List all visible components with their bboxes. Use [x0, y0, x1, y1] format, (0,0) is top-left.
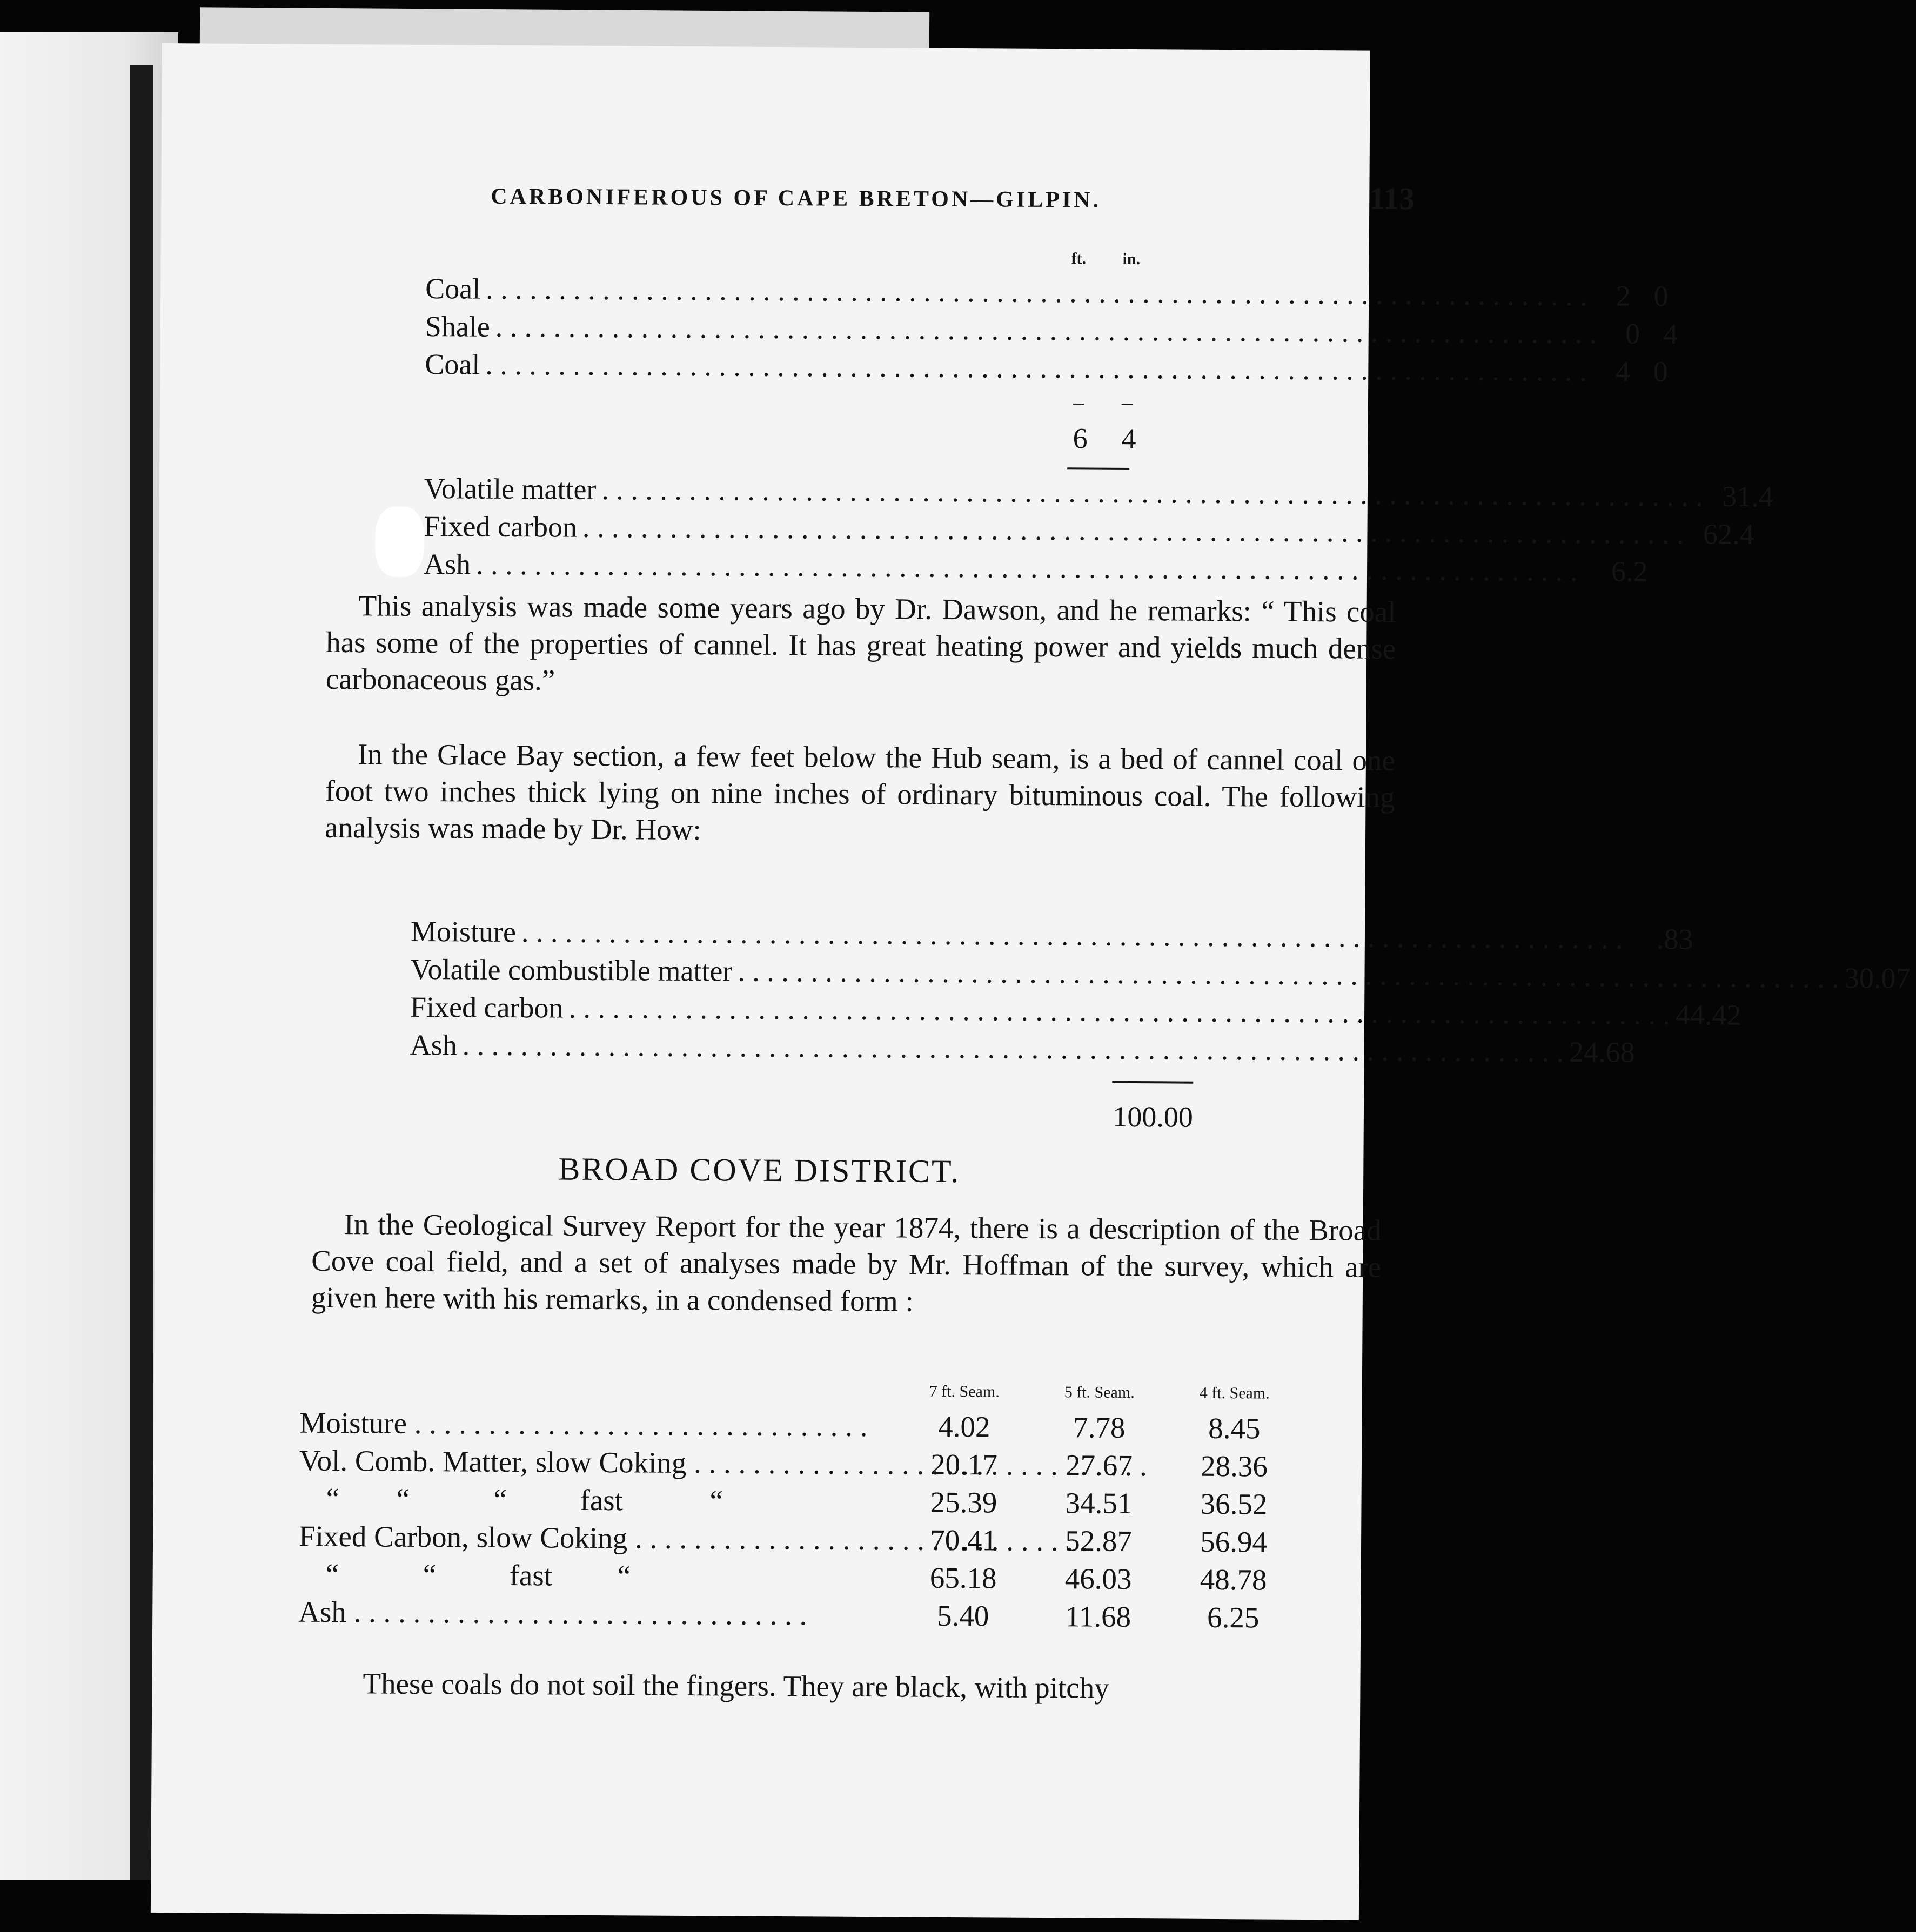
paragraph [325, 736, 1395, 853]
dot-leader [601, 473, 1703, 513]
seam-label: Coal [425, 347, 480, 381]
cell-value: 4.02 [938, 1410, 990, 1444]
analysis-label: Volatile combustible matter [410, 952, 733, 988]
ditto-mark: “ [325, 1557, 339, 1591]
row-label: Ash . . . [298, 1595, 785, 1632]
seam-in: 4 [1663, 317, 1678, 351]
analysis-label: Ash [410, 1028, 457, 1062]
paper-stain [375, 506, 424, 577]
analysis-row [410, 990, 1741, 1031]
row-label: Moisture . . . [299, 1406, 786, 1443]
book-page [151, 43, 1911, 1920]
analysis-label: Fixed carbon [424, 509, 578, 544]
column-header: 7 ft. Seam. [929, 1382, 1000, 1401]
paragraph [326, 587, 1396, 704]
analysis-row [424, 509, 1754, 551]
paragraph [311, 1206, 1382, 1323]
ditto-mark: “ [326, 1481, 340, 1515]
seam-row [425, 272, 1669, 313]
ditto-mark: “ [396, 1482, 410, 1515]
dot-leader [486, 272, 1587, 312]
analysis-value: 24.68 [1569, 1035, 1635, 1069]
paragraph-text: In the Glace Bay section, a few feet below the Hub seam, is a bed of cannel coal one foot two inches thick lying on nine inches of ordinary bituminous coal. The following analysis was made by Dr. How: [324, 737, 1396, 847]
cell-value: 5.40 [936, 1599, 989, 1633]
dot-leader [582, 511, 1684, 551]
analysis-value: 30.07 [1844, 962, 1911, 995]
cell-value: 7.78 [1073, 1411, 1126, 1444]
analysis-row [410, 915, 1693, 956]
seam-total-ft: 6 [1073, 422, 1088, 455]
analysis-label: Volatile matter [424, 472, 597, 506]
analysis-row [424, 472, 1774, 513]
seam-row [425, 347, 1669, 388]
table-row [298, 1557, 1267, 1601]
seam-row [425, 310, 1678, 351]
cell-value: 65.18 [929, 1561, 997, 1595]
ditto-mark: “ [423, 1558, 437, 1592]
seam-ft: 0 [1625, 317, 1640, 350]
paragraph-text: In the Geological Survey Report for the year 1874, there is a description of the Broad Cove coal field, and a set of analyses made by Mr. Hoffman of the survey, which are given here with his remarks, in a condensed form : [311, 1208, 1382, 1318]
row-label-text: fast [580, 1483, 624, 1517]
paragraph [330, 1665, 1400, 1708]
unit-in-header: in. [1122, 250, 1141, 269]
page-number: 113 [1369, 180, 1415, 217]
column-header: 4 ft. Seam. [1199, 1384, 1270, 1403]
dot-leader [738, 955, 1839, 995]
analysis-value: 62.4 [1703, 518, 1754, 551]
ditto-mark: “ [493, 1482, 507, 1516]
cell-value: 56.94 [1200, 1525, 1268, 1559]
cell-value: 52.87 [1065, 1524, 1133, 1558]
column-header: 5 ft. Seam. [1064, 1383, 1135, 1402]
analysis-row [410, 952, 1911, 995]
broad-cove-table [298, 1379, 1270, 1634]
table-row [299, 1406, 1261, 1450]
book-binding [130, 65, 153, 1880]
analysis-value: 31.4 [1722, 480, 1774, 513]
table-row [298, 1595, 1260, 1639]
cell-value: 36.52 [1200, 1487, 1268, 1521]
cell-value: 27.67 [1065, 1448, 1133, 1482]
dot-leader [495, 310, 1597, 350]
analysis-value: 6.2 [1611, 555, 1648, 588]
analysis-value: .83 [1656, 922, 1693, 956]
cell-value: 70.41 [930, 1523, 997, 1557]
total-rule [1067, 467, 1129, 470]
paragraph-text: These coals do not soil the fingers. They are black, with pitchy [363, 1667, 1109, 1705]
unit-ft-header: ft. [1071, 250, 1087, 268]
cell-value: 25.39 [930, 1485, 997, 1519]
dot-leader [463, 1028, 1564, 1068]
cell-value: 6.25 [1207, 1600, 1260, 1634]
analysis-row [410, 1028, 1635, 1069]
seam-label: Coal [425, 272, 481, 305]
cell-value: 8.45 [1208, 1411, 1261, 1445]
seam-in: 0 [1653, 279, 1669, 313]
cell-value: 20.17 [930, 1447, 998, 1481]
cell-value: 46.03 [1064, 1562, 1132, 1596]
dot-leader [521, 915, 1623, 955]
dot-leader [476, 548, 1578, 588]
running-title: CARBONIFEROUS OF CAPE BRETON—GILPIN. [491, 184, 1102, 213]
analysis-total: 100.00 [1113, 1100, 1194, 1133]
cell-value: 28.36 [1200, 1449, 1268, 1483]
table-row [299, 1481, 1268, 1525]
cell-value: 48.78 [1200, 1562, 1267, 1596]
seam-total-in: 4 [1121, 422, 1136, 455]
analysis-value: 44.42 [1675, 998, 1741, 1031]
analysis-label: Ash [423, 547, 471, 581]
seam-in: 0 [1653, 355, 1669, 388]
total-rule [1112, 1081, 1193, 1084]
analysis-label: Fixed carbon [410, 990, 564, 1024]
ditto-mark: “ [709, 1484, 723, 1518]
dot-leader [568, 991, 1670, 1031]
seam-dash-ft: – [1073, 390, 1084, 414]
section-title: BROAD COVE DISTRICT. [558, 1151, 961, 1190]
seam-dash-in: – [1121, 390, 1133, 414]
page-header [491, 175, 1415, 229]
row-label: Vol. Comb. Matter, slow Coking . . . [299, 1444, 786, 1480]
paragraph-text: This analysis was made some years ago by Dr. Dawson, and he remarks: “ This coal has some of the properties of cannel. It has great heating power and yields much dense carbonaceous gas.” [325, 589, 1396, 697]
analysis-row [423, 547, 1648, 588]
seam-ft: 2 [1616, 279, 1631, 312]
table-row [298, 1519, 1268, 1563]
dot-leader [485, 348, 1587, 388]
cell-value: 34.51 [1065, 1486, 1133, 1520]
seam-ft: 4 [1615, 355, 1631, 388]
cell-value: 11.68 [1065, 1600, 1131, 1634]
ditto-mark: “ [617, 1559, 631, 1593]
row-label-text: fast [509, 1558, 553, 1592]
analysis-label: Moisture [410, 915, 517, 949]
seam-label: Shale [425, 310, 490, 343]
table-row [299, 1444, 1268, 1487]
row-label: Fixed Carbon, slow Coking . . . [299, 1519, 785, 1556]
